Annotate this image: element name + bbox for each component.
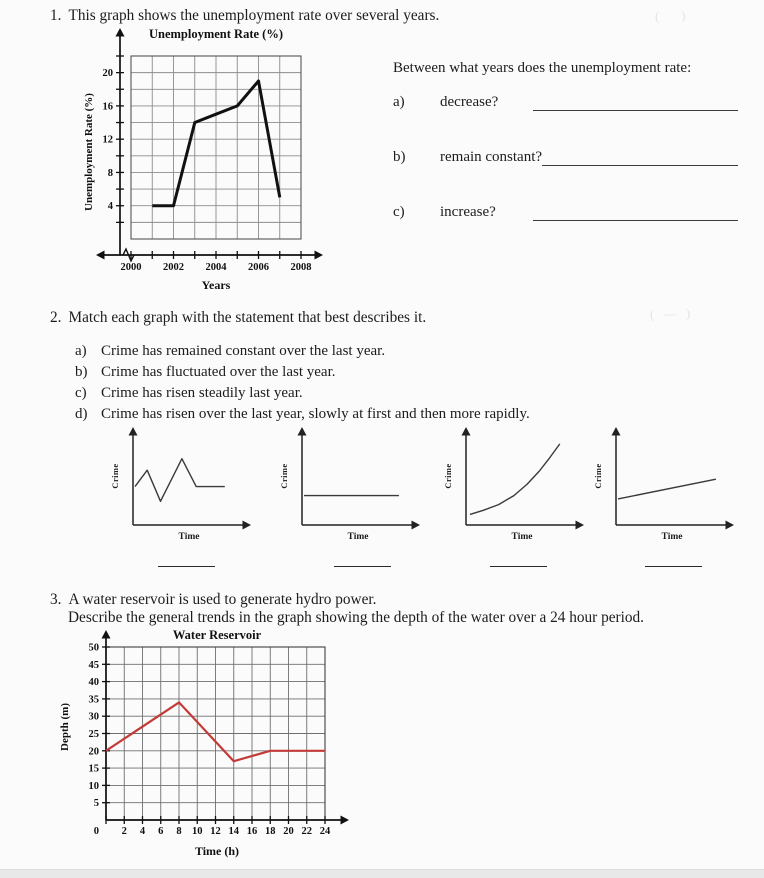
svg-text:25: 25 (88, 729, 99, 740)
svg-text:50: 50 (88, 642, 99, 654)
crime-graph-exponential (436, 419, 596, 551)
svg-text:5: 5 (93, 798, 99, 810)
up-arrow-icon (462, 427, 471, 436)
up-arrow-icon (298, 427, 307, 436)
crime-graph-1-svg (103, 419, 263, 531)
tick-labels (89, 643, 332, 838)
data-line (618, 479, 716, 499)
crime-graph-fluctuating (103, 419, 263, 551)
question-3-line1: 3. A water reservoir is used to generate hydro power. (50, 591, 377, 608)
water-reservoir-chart-svg (56, 627, 356, 861)
svg-text:24: 24 (319, 826, 331, 837)
crime-graph-constant (272, 419, 432, 551)
axes (129, 427, 252, 530)
crime-graph-3-svg (436, 419, 596, 531)
y-axis-label: Crime (110, 463, 120, 489)
question-1-answers (393, 60, 738, 220)
up-arrow-icon (129, 427, 138, 436)
data-line (135, 459, 225, 502)
crime-graph-4-svg (586, 419, 746, 531)
right-arrow-icon (341, 816, 350, 825)
svg-text:14: 14 (228, 826, 239, 837)
answer-blank-constant[interactable] (542, 149, 738, 166)
svg-text:20: 20 (88, 746, 99, 758)
svg-text:45: 45 (88, 659, 99, 671)
match-answer-blank-2[interactable] (334, 566, 391, 567)
chart-title: Water Reservoir (172, 628, 262, 642)
option-label: b) (75, 364, 88, 380)
option-label: a) (75, 343, 87, 359)
right-arrow-icon (412, 521, 421, 530)
match-answer-blank-4[interactable] (645, 566, 702, 567)
part-text: increase? (440, 204, 496, 220)
svg-text:2008: 2008 (290, 262, 312, 273)
question-3-line2: Describe the general trends in the graph showing the depth of the water over a 24 hour period. (68, 609, 644, 626)
option-label: d) (75, 406, 88, 422)
answer-row-increase (393, 204, 738, 221)
x-axis-label: Time (178, 532, 200, 542)
x-axis-label: Years (201, 278, 231, 292)
axes (612, 427, 735, 530)
question-1-number: 1. (50, 7, 62, 24)
svg-text:16: 16 (246, 826, 258, 837)
option-text: Crime has remained constant over the last year. (101, 343, 386, 359)
svg-text:6: 6 (158, 826, 164, 837)
part-text: remain constant? (440, 149, 543, 165)
option-b (75, 362, 530, 383)
svg-text:12: 12 (210, 826, 221, 837)
part-label: c) (393, 204, 405, 220)
svg-text:22: 22 (301, 826, 312, 837)
answer-row-constant (393, 149, 738, 166)
axes (102, 630, 350, 825)
grid-lines (131, 56, 301, 239)
up-arrow-icon (116, 28, 125, 37)
right-arrow-icon (726, 521, 735, 530)
option-text: Crime has risen steadily last year. (101, 385, 303, 401)
part-label: b) (393, 149, 406, 165)
x-axis-label: Time (347, 532, 369, 542)
y-axis-label: Unemployment Rate (%) (83, 93, 95, 211)
grid-lines (106, 647, 325, 820)
svg-text:15: 15 (88, 763, 99, 775)
axes (298, 427, 421, 530)
y-axis-label: Crime (593, 463, 603, 489)
svg-text:20: 20 (102, 68, 113, 80)
y-axis-label: Crime (279, 463, 289, 489)
part-label: a) (393, 94, 405, 110)
left-arrow-icon (96, 251, 105, 260)
axes (462, 427, 585, 530)
svg-text:2002: 2002 (163, 262, 184, 273)
option-text: Crime has fluctuated over the last year. (101, 364, 336, 380)
scan-artifact: ( ) (654, 7, 689, 24)
up-arrow-icon (612, 427, 621, 436)
svg-text:40: 40 (88, 677, 99, 689)
svg-text:8: 8 (176, 826, 182, 837)
axes (96, 28, 323, 261)
svg-text:16: 16 (102, 101, 113, 113)
bottom-scrollbar-track[interactable] (0, 869, 764, 878)
crime-graph-2-svg (272, 419, 432, 531)
svg-text:0: 0 (93, 826, 99, 837)
match-answer-blank-1[interactable] (158, 566, 215, 567)
answer-row-decrease (393, 94, 738, 111)
right-arrow-icon (243, 521, 252, 530)
svg-text:20: 20 (283, 826, 294, 837)
svg-text:10: 10 (88, 780, 99, 792)
question-1-text: 1. This graph shows the unemployment rate over several years. (50, 7, 440, 24)
x-axis-label: Time (661, 532, 683, 542)
answer-blank-increase[interactable] (533, 204, 738, 221)
svg-text:2: 2 (121, 826, 127, 837)
x-axis-label: Time (h) (194, 844, 240, 858)
svg-text:2004: 2004 (205, 262, 227, 273)
y-axis-label: Crime (443, 463, 453, 489)
svg-text:8: 8 (107, 167, 113, 179)
svg-text:18: 18 (265, 826, 276, 837)
unemployment-chart-svg (78, 22, 330, 294)
up-arrow-icon (102, 630, 111, 639)
question-1-prompt: Between what years does the unemployment rate: (393, 60, 692, 76)
option-a (75, 341, 530, 362)
question-3-number: 3. (50, 591, 62, 608)
data-line (470, 444, 560, 515)
question-2-text: 2. Match each graph with the statement that best describes it. (50, 309, 427, 326)
option-text: Crime has risen over the last year, slowly at first and then more rapidly. (101, 406, 530, 422)
crime-graph-linear (586, 419, 746, 551)
option-label: c) (75, 385, 87, 401)
svg-text:35: 35 (88, 694, 99, 706)
part-text: decrease? (440, 94, 499, 110)
svg-text:12: 12 (102, 134, 113, 146)
right-arrow-icon (576, 521, 585, 530)
option-c (75, 383, 530, 404)
svg-text:4: 4 (139, 826, 146, 837)
svg-text:2000: 2000 (120, 262, 142, 273)
question-2-options (75, 341, 530, 425)
scan-artifact: ( — ) (649, 305, 694, 322)
answer-blank-decrease[interactable] (533, 94, 738, 111)
chart-title: Unemployment Rate (%) (148, 27, 284, 41)
question-2-number: 2. (50, 309, 62, 326)
svg-text:2006: 2006 (248, 262, 269, 273)
right-arrow-icon (315, 251, 324, 260)
y-axis-label: Depth (m) (59, 703, 71, 751)
x-axis-label: Time (511, 532, 533, 542)
svg-text:10: 10 (192, 826, 203, 837)
svg-text:30: 30 (88, 711, 99, 723)
match-answer-blank-3[interactable] (490, 566, 547, 567)
svg-text:4: 4 (107, 201, 113, 213)
